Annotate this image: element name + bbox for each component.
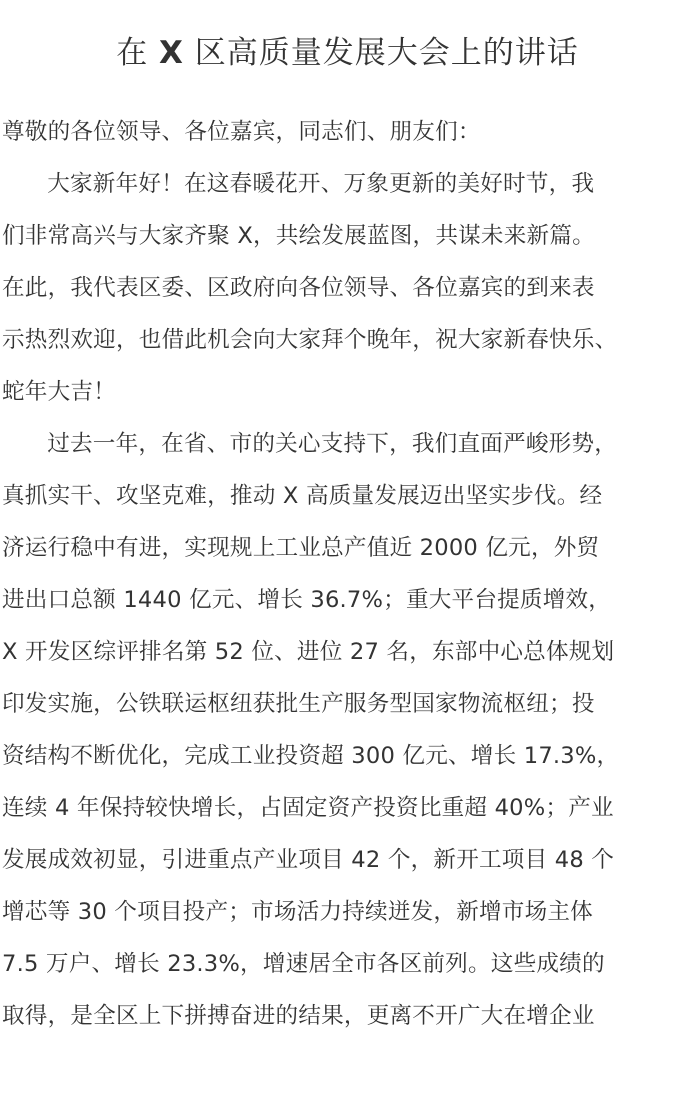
paragraph-line: 在此，我代表区委、区政府向各位领导、各位嘉宾的到来表	[2, 275, 595, 301]
paragraph-greeting	[2, 158, 693, 418]
paragraph-line: 真抓实干、攻坚克难，推动 X 高质量发展迈出坚实步伐。经	[2, 483, 603, 509]
paragraph-line: 示热烈欢迎，也借此机会向大家拜个晚年，祝大家新春快乐、	[2, 327, 618, 353]
salutation: 尊敬的各位领导、各位嘉宾，同志们、朋友们：	[2, 119, 481, 145]
document-title	[2, 0, 693, 76]
paragraph-line: 资结构不断优化，完成工业投资超 300 亿元、增长 17.3%，	[2, 743, 620, 769]
paragraph-line: 印发实施，公铁联运枢纽获批生产服务型国家物流枢纽；投	[2, 691, 595, 717]
paragraph-line: 取得，是全区上下拼搏奋进的结果，更离不开广大在增企业	[2, 1003, 595, 1029]
paragraph-line: 蛇年大吉！	[2, 379, 116, 405]
paragraph-achievements	[2, 418, 693, 1042]
title-suffix: 区高质量发展大会上的讲话	[183, 35, 579, 71]
paragraph-line: 过去一年，在省、市的关心支持下，我们直面严峻形势，	[47, 431, 618, 457]
paragraph-line: 济运行稳中有进，实现规上工业总产值近 2000 亿元，外贸	[2, 535, 600, 561]
paragraph-line: 进出口总额 1440 亿元、增长 36.7%；重大平台提质增效，	[2, 587, 612, 613]
paragraph-line: 们非常高兴与大家齐聚 X，共绘发展蓝图，共谋未来新篇。	[2, 223, 595, 249]
paragraph-line: 发展成效初显，引进重点产业项目 42 个，新开工项目 48 个	[2, 847, 615, 873]
paragraph-line: 大家新年好！在这春暖花开、万象更新的美好时节，我	[47, 171, 595, 197]
paragraph-line: 增芯等 30 个项目投产；市场活力持续迸发，新增市场主体	[2, 899, 593, 925]
paragraph-line: X 开发区综评排名第 52 位、进位 27 名，东部中心总体规划	[2, 639, 615, 665]
paragraph-line: 7.5 万户、增长 23.3%，增速居全市各区前列。这些成绩的	[2, 951, 605, 977]
speech-body	[2, 106, 693, 1042]
title-district-letter: X	[159, 35, 184, 71]
title-prefix: 在	[116, 35, 160, 71]
paragraph-line: 连续 4 年保持较快增长，占固定资产投资比重超 40%；产业	[2, 795, 614, 821]
